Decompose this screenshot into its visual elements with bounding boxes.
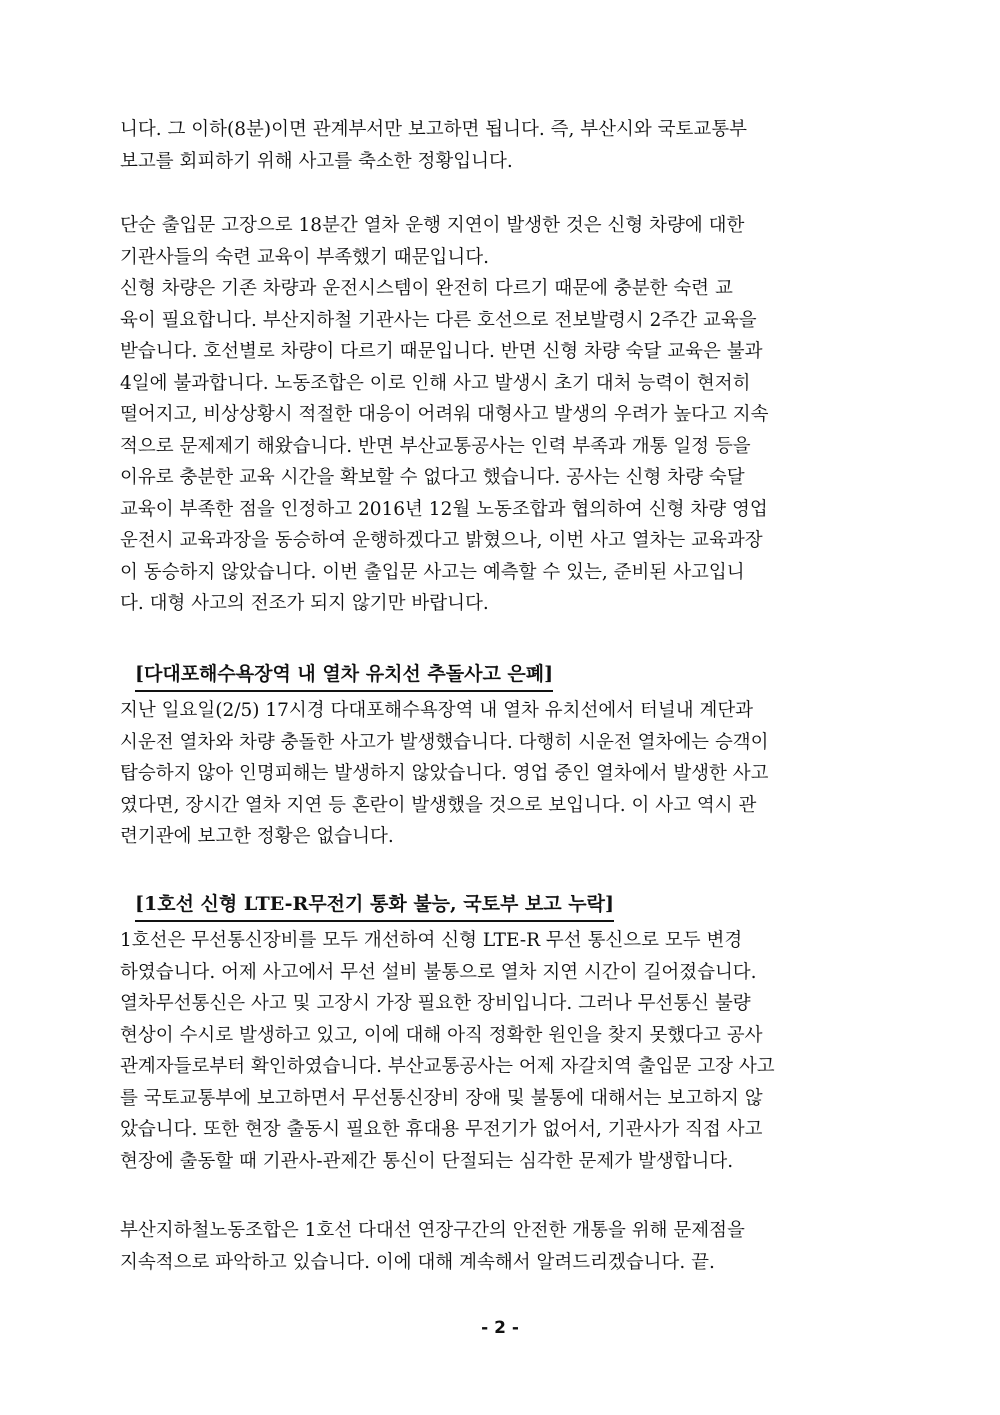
- section-heading-lte-r: [1호선 신형 LTE-R무전기 통화 불능, 국토부 보고 누락]: [135, 889, 614, 922]
- text-line: 4일에 불과합니다. 노동조합은 이로 인해 사고 발생시 초기 대처 능력이 현저히: [120, 372, 751, 394]
- text-line: 하였습니다. 어제 사고에서 무선 설비 불통으로 열차 지연 시간이 길어졌습니다.: [120, 961, 757, 983]
- text-line: 부산지하철노동조합은 1호선 다대선 연장구간의 안전한 개통을 위해 문제점을: [120, 1220, 745, 1241]
- text-line: 였다면, 장시간 열차 지연 등 혼란이 발생했을 것으로 보입니다. 이 사고 역시 관: [120, 794, 757, 816]
- text-line: 육이 필요합니다. 부산지하철 기관사는 다른 호선으로 전보발령시 2주간 교육을: [120, 309, 757, 331]
- text-line: 교육이 부족한 점을 인정하고 2016년 12월 노동조합과 협의하여 신형 차량 영업: [120, 498, 768, 520]
- text-line: 이유로 충분한 교육 시간을 확보할 수 없다고 했습니다. 공사는 신형 차량 숙달: [120, 467, 745, 488]
- text-line: 았습니다. 또한 현장 출동시 필요한 휴대용 무전기가 없어서, 기관사가 직접 사고: [120, 1119, 763, 1140]
- text-line: 적으로 문제제기 해왔습니다. 반면 부산교통공사는 인력 부족과 개통 일정 등을: [120, 435, 751, 457]
- text-line: 이 동승하지 않았습니다. 이번 출입문 사고는 예측할 수 있는, 준비된 사고입니: [120, 561, 745, 583]
- text-line: 탑승하지 않아 인명피해는 발생하지 않았습니다. 영업 중인 열차에서 발생한 사고: [120, 763, 769, 784]
- text-line: 관계자들로부터 확인하였습니다. 부산교통공사는 어제 자갈치역 출입문 고장 사고: [120, 1056, 775, 1077]
- text-line: 1호선은 무선통신장비를 모두 개선하여 신형 LTE-R 무선 통신으로 모두 변경: [120, 930, 743, 951]
- text-line: 떨어지고, 비상상황시 적절한 대응이 어려워 대형사고 발생의 우려가 높다고 지속: [120, 404, 769, 425]
- text-line: 니다. 그 이하(8분)이면 관계부서만 보고하면 됩니다. 즉, 부산시와 국토교통부: [120, 119, 748, 140]
- text-line: 다. 대형 사고의 전조가 되지 않기만 바랍니다.: [120, 593, 489, 614]
- text-line: 보고를 회피하기 위해 사고를 축소한 정황입니다.: [120, 150, 513, 172]
- text-line: 열차무선통신은 사고 및 고장시 가장 필요한 장비입니다. 그러나 무선통신 불량: [120, 993, 751, 1014]
- page-number: - 2 -: [481, 1318, 519, 1338]
- text-line: 기관사들의 숙련 교육이 부족했기 때문입니다.: [120, 246, 489, 268]
- text-line: 시운전 열차와 차량 충돌한 사고가 발생했습니다. 다행히 시운전 열차에는 승객이: [120, 731, 769, 753]
- paragraph-1: [120, 114, 890, 177]
- paragraph-2: [120, 210, 890, 620]
- text-line: 현상이 수시로 발생하고 있고, 이에 대해 아직 정확한 원인을 찾지 못했다고 공사: [120, 1024, 763, 1046]
- text-line: 운전시 교육과장을 동승하여 운행하겠다고 밝혔으나, 이번 사고 열차는 교육과장: [120, 530, 763, 551]
- section-1-body: [120, 695, 890, 853]
- text-line: 단순 출입문 고장으로 18분간 열차 운행 지연이 발생한 것은 신형 차량에 대한: [120, 215, 745, 236]
- text-line: 받습니다. 호선별로 차량이 다르기 때문입니다. 반면 신형 차량 숙달 교육은 불과: [120, 341, 763, 362]
- text-line: 신형 차량은 기존 차량과 운전시스템이 완전히 다르기 때문에 충분한 숙련 교: [120, 278, 733, 299]
- text-line: 지속적으로 파악하고 있습니다. 이에 대해 계속해서 알려드리겠습니다. 끝.: [120, 1251, 715, 1273]
- text-line: 지난 일요일(2/5) 17시경 다대포해수욕장역 내 열차 유치선에서 터널내 계단과: [120, 700, 754, 721]
- closing-paragraph: [120, 1215, 890, 1278]
- section-heading-dadaepo: [다대포해수욕장역 내 열차 유치선 추돌사고 은폐]: [135, 659, 553, 692]
- text-line: 현장에 출동할 때 기관사-관제간 통신이 단절되는 심각한 문제가 발생합니다.: [120, 1150, 734, 1172]
- text-line: 련기관에 보고한 정황은 없습니다.: [120, 826, 394, 847]
- text-line: 를 국토교통부에 보고하면서 무선통신장비 장애 및 불통에 대해서는 보고하지 않: [120, 1087, 763, 1109]
- section-2-body: [120, 925, 890, 1177]
